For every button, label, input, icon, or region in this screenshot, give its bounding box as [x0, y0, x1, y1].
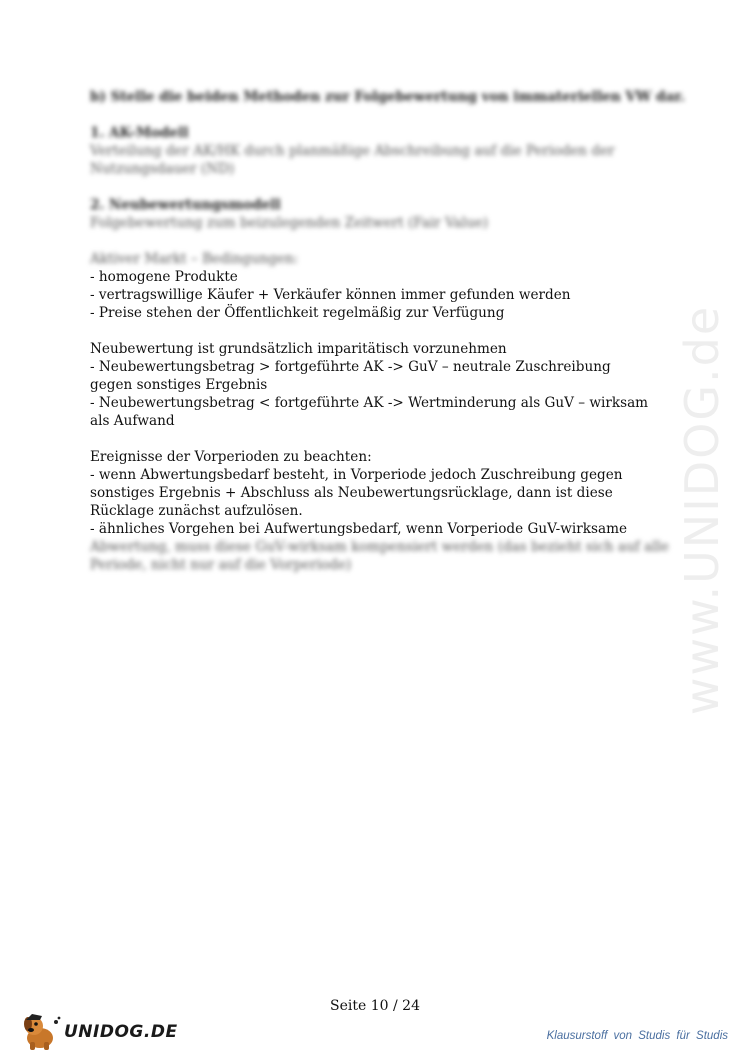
list-item: - vertragswillige Käufer + Verkäufer können immer gefunden werden	[90, 287, 571, 303]
section2-text: Folgebewertung zum beizulegenden Zeitwert (Fair Value)	[90, 215, 489, 231]
section1-title: 1. AK-Modell	[90, 125, 189, 141]
logo-text: UNIDOG.DE	[64, 1022, 178, 1042]
list-item: - homogene Produkte	[90, 269, 238, 285]
watermark	[675, 280, 729, 740]
blurred-text: Periode, nicht nur auf die Vorperiode)	[90, 557, 352, 573]
neubewertung-intro: Neubewertung ist grundsätzlich imparitätisch vorzunehmen	[90, 341, 507, 357]
watermark-text: www.UNIDOG.de	[675, 304, 729, 716]
section1-text2: Nutzungsdauer (ND)	[90, 161, 235, 177]
footer-claim: Klausurstoff von Studis für Studis	[546, 1030, 728, 1042]
market-title: Aktiver Markt – Bedingungen:	[90, 251, 299, 267]
question-heading: b) Stelle die beiden Methoden zur Folgebewertung von immateriellen VW dar.	[90, 89, 686, 105]
ereignisse-intro: Ereignisse der Vorperioden zu beachten:	[90, 449, 372, 465]
logo	[20, 1012, 178, 1052]
blurred-text: Abwertung, muss diese GuV-wirksam kompensiert werden (das bezieht sich auf alle	[90, 539, 669, 555]
list-item: - ähnliches Vorgehen bei Aufwertungsbedarf, wenn Vorperiode GuV-wirksame	[90, 521, 628, 537]
list-item: - wenn Abwertungsbedarf besteht, in Vorperiode jedoch Zuschreibung gegen sonstiges Ergebnis + Abschluss als Neubewertungsrücklage, dann ist diese Rücklage zunächst aufzulösen.	[90, 467, 623, 519]
section2-title: 2. Neubewertungsmodell	[90, 197, 281, 213]
section1-text: Verteilung der AK/HK durch planmäßige Abschreibung auf die Perioden der	[90, 143, 615, 159]
page-number: Seite 10 / 24	[330, 998, 420, 1014]
dog-logo-icon	[20, 1012, 62, 1052]
document-body	[90, 88, 686, 574]
list-item: - Neubewertungsbetrag > fortgeführte AK -> GuV – neutrale Zuschreibung gegen sonstiges Ergebnis	[90, 359, 611, 393]
list-item: - Neubewertungsbetrag < fortgeführte AK -> Wertminderung als GuV – wirksam als Aufwand	[90, 395, 649, 429]
list-item: - Preise stehen der Öffentlichkeit regelmäßig zur Verfügung	[90, 305, 505, 321]
